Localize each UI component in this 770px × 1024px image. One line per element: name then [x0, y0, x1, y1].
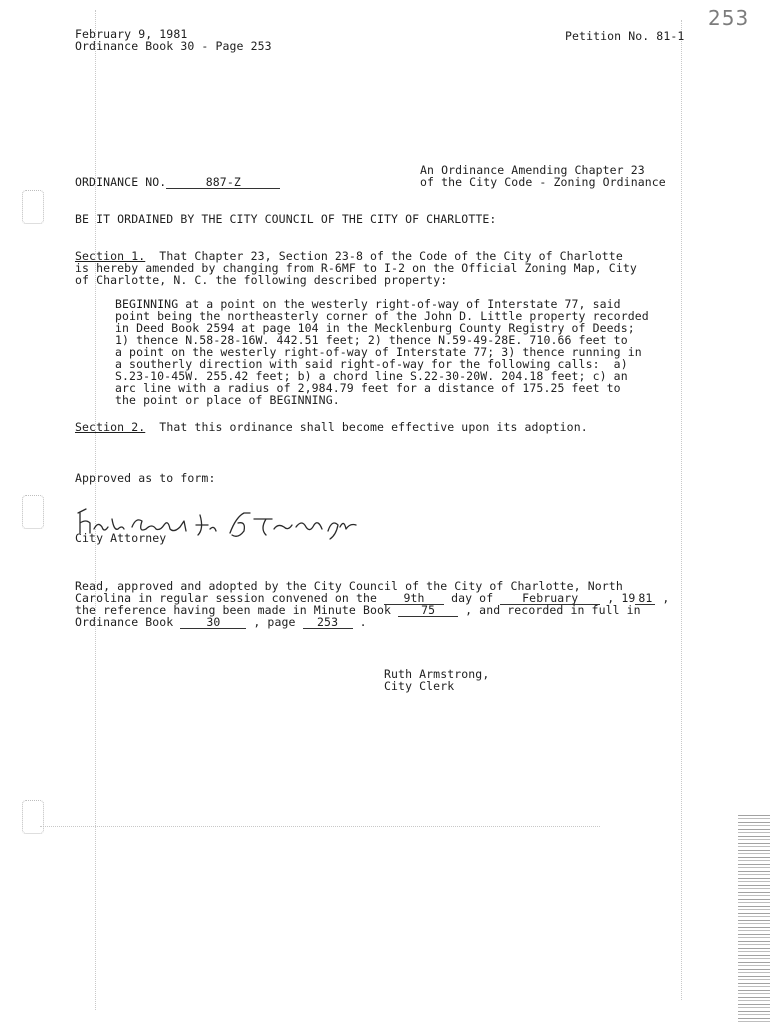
binder-hole-bottom: [22, 800, 44, 834]
ordinance-number-value: 887-Z: [166, 177, 280, 189]
adoption-text: , and recorded in full in: [458, 603, 641, 617]
clerk-name: Ruth Armstrong,: [384, 667, 490, 681]
city-attorney-label: City Attorney: [75, 531, 167, 545]
section-1-line-2: is hereby amended by changing from R-6MF to I-2 on the Official Zoning Map, City: [75, 261, 637, 275]
scan-edge-noise: [738, 815, 770, 1024]
section-1-heading: Section 1.: [75, 249, 146, 263]
section-2-heading: Section 2.: [75, 420, 146, 434]
legal-description-line: S.23-10-45W. 255.42 feet; b) a chord line S.22-30-20W. 204.18 feet; c) an: [115, 369, 628, 383]
adoption-day: 9th: [384, 593, 444, 605]
ordinance-title-line-1: An Ordinance Amending Chapter 23: [420, 163, 645, 177]
adoption-text: day of: [444, 591, 501, 605]
binder-hole-top: [22, 190, 44, 224]
adoption-text: Carolina in regular session convened on the: [75, 591, 385, 605]
ordinance-book-reference: Ordinance Book 30 - Page 253: [75, 39, 272, 53]
clerk-title: City Clerk: [384, 679, 455, 693]
legal-description-line: in Deed Book 2594 at page 104 in the Mecklenburg County Registry of Deeds;: [115, 321, 635, 335]
adoption-year: 81: [635, 593, 655, 605]
ordinance-number-line: [75, 176, 280, 189]
adoption-month: February: [500, 593, 600, 605]
approved-as-to-form-label: Approved as to form:: [75, 471, 216, 485]
ordinance-title-line-2: of the City Code - Zoning Ordinance: [420, 175, 666, 189]
section-2-line: [75, 421, 588, 433]
adoption-text: Ordinance Book: [75, 615, 181, 629]
enacting-clause: BE IT ORDAINED BY THE CITY COUNCIL OF THE CITY OF CHARLOTTE:: [75, 212, 497, 226]
scan-dash-line: [40, 826, 600, 827]
binder-hole-middle: [22, 495, 44, 529]
legal-description-line: a southerly direction with said right-of-way for the following calls: a): [115, 357, 628, 371]
legal-description-line: point being the northeasterly corner of the John D. Little property recorded: [115, 309, 649, 323]
petition-number: Petition No. 81-1: [565, 29, 685, 43]
adoption-line-1: Read, approved and adopted by the City Council of the City of Charlotte, North: [75, 579, 623, 593]
section-2-text: That this ordinance shall become effective upon its adoption.: [145, 420, 588, 434]
document-date: February 9, 1981: [75, 27, 188, 41]
section-1-line-3: of Charlotte, N. C. the following described property:: [75, 273, 448, 287]
adoption-text: , page: [246, 615, 303, 629]
adoption-text: , 19: [600, 591, 636, 605]
legal-description-line: BEGINNING at a point on the westerly right-of-way of Interstate 77, said: [115, 297, 621, 311]
ordinance-book-number: 30: [180, 617, 246, 629]
adoption-text: ,: [655, 591, 670, 605]
legal-description-line: arc line with a radius of 2,984.79 feet for a distance of 175.25 feet to: [115, 381, 621, 395]
ordinance-number-label: ORDINANCE NO.: [75, 175, 167, 189]
adoption-line-4: [75, 616, 367, 629]
adoption-text: the reference having been made in Minute Book: [75, 603, 399, 617]
ordinance-page-number: 253: [303, 617, 353, 629]
section-1-text: That Chapter 23, Section 23-8 of the Code of the City of Charlotte: [145, 249, 623, 263]
legal-description-line: a point on the westerly right-of-way of Interstate 77; 3) thence running in: [115, 345, 642, 359]
page-number-stamp: 253: [708, 6, 750, 30]
legal-description-line: the point or place of BEGINNING.: [115, 393, 340, 407]
minute-book-number: 75: [398, 605, 458, 617]
legal-description-line: 1) thence N.58-28-16W. 442.51 feet; 2) thence N.59-49-28E. 710.66 feet to: [115, 333, 628, 347]
scan-margin-line-right: [681, 20, 682, 1000]
adoption-text: .: [352, 615, 367, 629]
